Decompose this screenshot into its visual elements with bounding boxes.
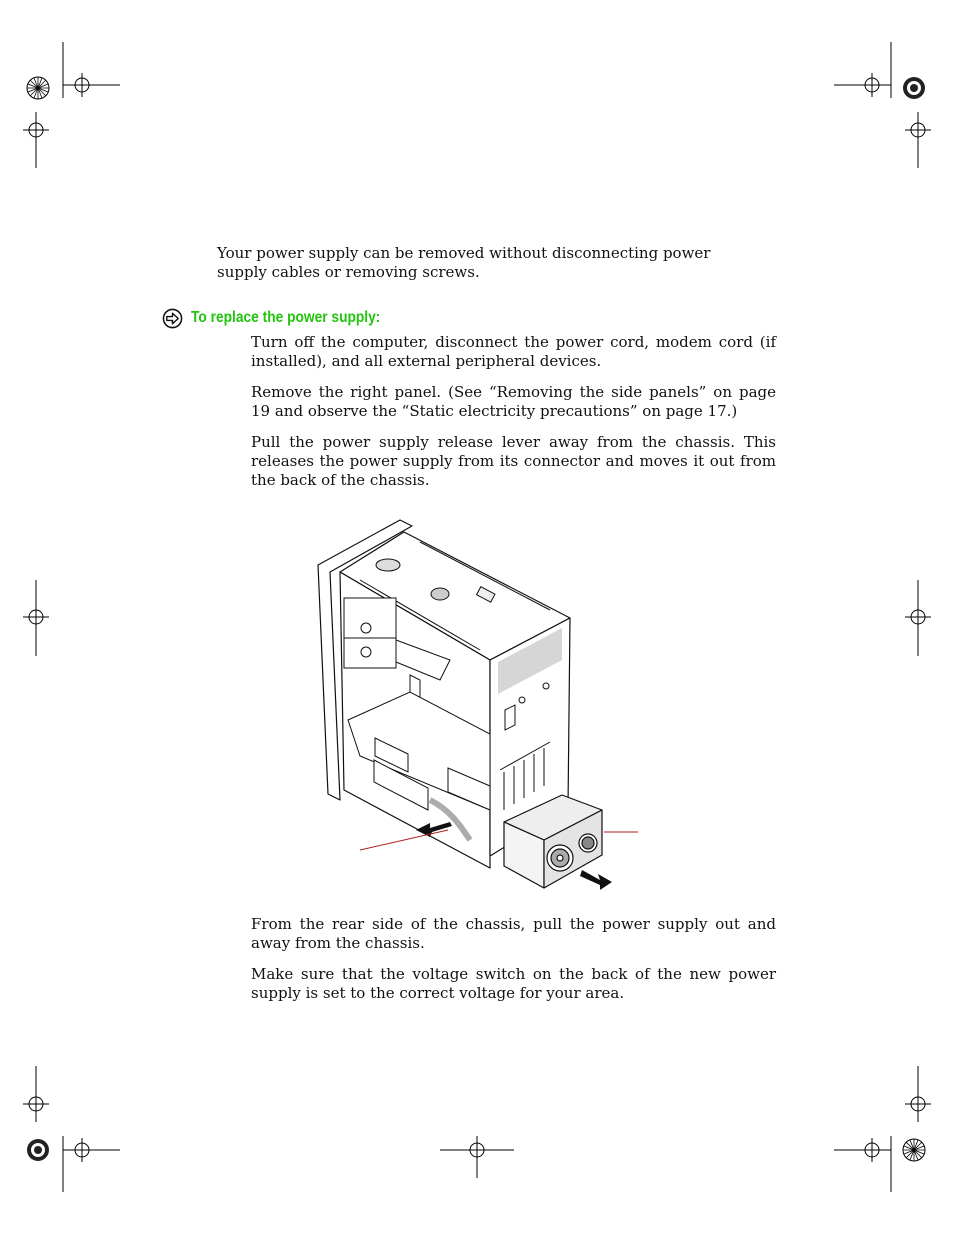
crosshair-mark-icon — [834, 1136, 891, 1192]
crosshair-mark-icon — [63, 1136, 120, 1192]
procedure-step: Remove the right panel. (See “Removing the side panels” on page 19 and observe the “Static electricity precautions” on page 17.) — [251, 383, 776, 420]
crosshair-mark-icon — [23, 112, 49, 168]
intro-paragraph: Your power supply can be removed without disconnecting power supply cables or removing screws. — [217, 244, 711, 281]
starburst-mark-icon — [27, 77, 49, 99]
target-mark-icon — [27, 1139, 49, 1161]
crosshair-mark-icon — [834, 42, 891, 98]
procedure-step: From the rear side of the chassis, pull the power supply out and away from the chassis. — [251, 915, 776, 952]
procedure-step: Make sure that the voltage switch on the back of the new power supply is set to the correct voltage for your area. — [251, 965, 776, 1002]
crosshair-mark-icon — [63, 42, 120, 98]
crosshair-mark-icon — [905, 112, 931, 168]
crosshair-mark-icon — [440, 1136, 514, 1178]
procedure-steps-continued — [251, 915, 776, 1015]
crosshair-mark-icon — [905, 1066, 931, 1122]
procedure-step: Turn off the computer, disconnect the power cord, modem cord (if installed), and all external peripheral devices. — [251, 333, 776, 370]
crosshair-mark-icon — [23, 580, 49, 656]
procedure-steps — [251, 333, 776, 502]
procedure-heading — [162, 307, 411, 329]
crosshair-mark-icon — [905, 580, 931, 656]
procedure-step: Pull the power supply release lever away from the chassis. This releases the power supply from its connector and moves it out from the back of the chassis. — [251, 433, 776, 489]
procedure-heading-text: To replace the power supply: — [191, 309, 381, 326]
crosshair-mark-icon — [23, 1066, 49, 1122]
target-mark-icon — [903, 77, 925, 99]
arrow-right-circle-icon — [162, 308, 183, 329]
starburst-mark-icon — [903, 1139, 925, 1161]
power-supply-removal-illustration — [300, 510, 660, 900]
